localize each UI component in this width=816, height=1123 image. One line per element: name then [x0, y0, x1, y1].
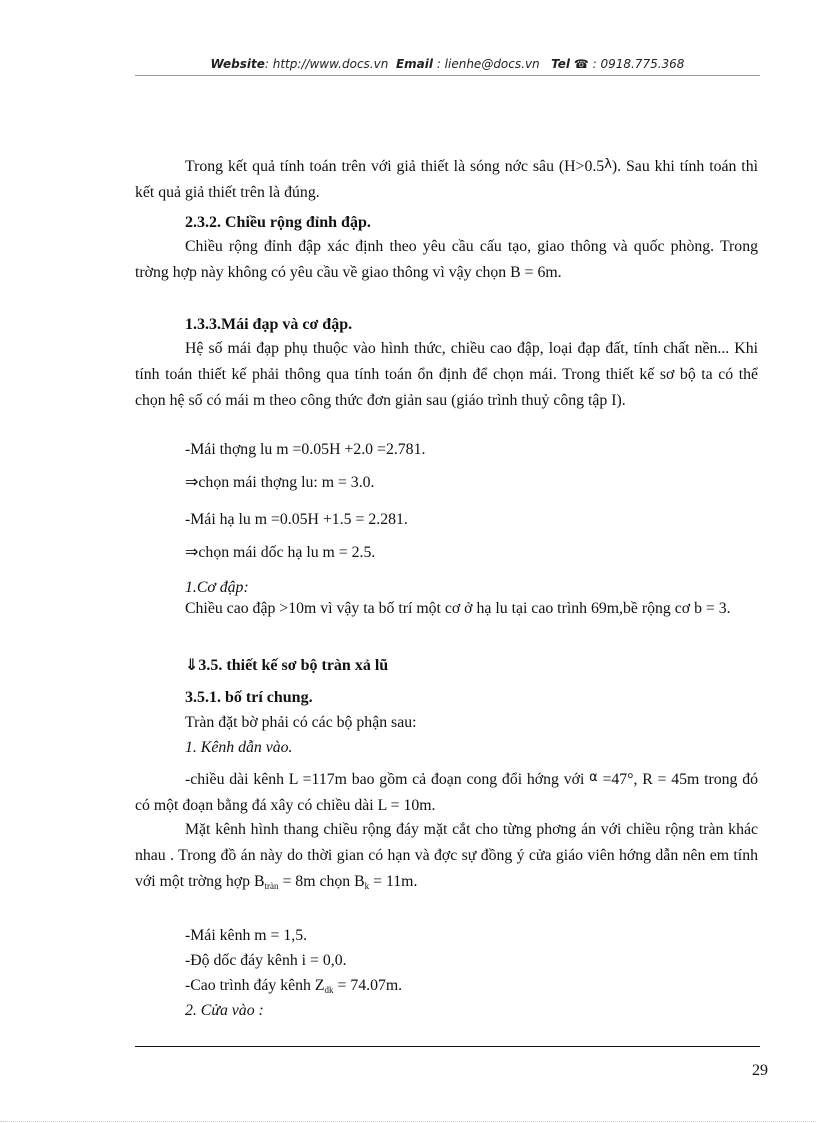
heading-35: ⇓3.5. thiết kế sơ bộ tràn xả lũ — [185, 655, 389, 674]
telephone-icon: ☎ — [573, 57, 589, 71]
implies-arrow-icon: ⇒ — [185, 472, 199, 491]
line-downstream-slope: -Mái hạ lu m =0.05H +1.5 = 2.281. — [185, 511, 408, 528]
heading-232: 2.3.2. Chiều rộng đỉnh đập. — [185, 214, 371, 231]
down-arrow-icon: ⇓ — [185, 655, 199, 674]
line-channel-slope: -Mái kênh m = 1,5. — [185, 927, 308, 944]
website-url[interactable]: : http://www.docs.vn — [264, 57, 389, 71]
tel-label: Tel — [551, 57, 570, 71]
paragraph-crest-width: Chiều rộng đỉnh đập xác định theo yêu cầu cấu tạo, giao thông và quốc phòng. Trong trờng hợp này không có yêu cầu về giao thông vì vậy chọn B = 6m. — [135, 238, 758, 281]
paragraph-slope-coefficient: Hệ số mái đạp phụ thuộc vào hình thức, chiều cao đập, loại đạp đất, tính chất nền... Khi tính toán thiết kế phải thông qua tính toán ổn định để chọn mái. Trong thiết kế sơ bộ ta có thể chọn hệ số có mái m theo công thức đơn giản sau (giáo trình thuỷ công tập I). — [135, 340, 758, 409]
line-choose-downstream: ⇒chọn mái dốc hạ lu m = 2.5. — [185, 542, 376, 561]
line-upstream-slope: -Mái thợng lu m =0.05H +2.0 =2.781. — [185, 441, 426, 458]
page-number: 29 — [752, 1062, 768, 1079]
line-bed-elevation: -Cao trình đáy kênh $Z_{dk} = 74.07m$. — [185, 977, 403, 995]
website-label: Website — [210, 57, 265, 71]
subheading-berm: 1.Cơ đập: — [185, 579, 249, 596]
footer-rule — [135, 1046, 760, 1047]
page-edge-divider — [0, 1121, 816, 1122]
implies-arrow-icon: ⇒ — [185, 542, 199, 561]
subheading-inlet: 2. Cửa vào : — [185, 1002, 264, 1019]
subheading-inlet-channel: 1. Kênh dẫn vào. — [185, 739, 293, 756]
header-rule — [135, 75, 760, 76]
paragraph-berm: Chiều cao đập >10m vì vậy ta bố trí một cơ ở hạ lu tại cao trình 69m,bề rộng cơ b = 3. — [185, 600, 731, 617]
email-label: Email — [395, 57, 433, 71]
paragraph-channel-section: Mặt kênh hình thang chiều rộng đáy mặt cắt cho từng phơng án với chiều rộng tràn khác nhau . Trong đồ án này do thời gian có hạn và đợc sự đồng ý cửa giáo viên hớng dẫn nên em tính với một trờng hợp $B_{tràn} = 8m$ chọn $B_k = 11m$. — [135, 821, 758, 891]
email-address[interactable]: : lienhe@docs.vn — [433, 57, 540, 71]
lambda-symbol: λ — [604, 157, 612, 172]
tel-number: : 0918.775.368 — [588, 57, 685, 71]
line-bed-gradient: -Độ dốc đáy kênh i = 0,0. — [185, 952, 347, 969]
heading-133: 1.3.3.Mái đạp và cơ đập. — [185, 316, 353, 333]
line-choose-upstream: ⇒chọn mái thợng lu: m = 3.0. — [185, 472, 375, 491]
page-header — [135, 57, 760, 71]
paragraph-wave-result: Trong kết quả tính toán trên với giả thiết là sóng nớc sâu (H>0.5λ). Sau khi tính toán thì kết quả giả thiết trên là đúng. — [135, 157, 758, 201]
line-spillway-parts: Tràn đặt bờ phải có các bộ phận sau: — [185, 714, 417, 731]
alpha-symbol: α — [589, 770, 598, 785]
heading-351: 3.5.1. bố trí chung. — [185, 689, 313, 706]
paragraph-channel-length: -chiều dài kênh L =117m bao gồm cả đoạn cong đổi hớng với α =47°, R = 45m trong đó có một đoạn bằng đá xây có chiều dài L = 10m. — [135, 770, 758, 814]
